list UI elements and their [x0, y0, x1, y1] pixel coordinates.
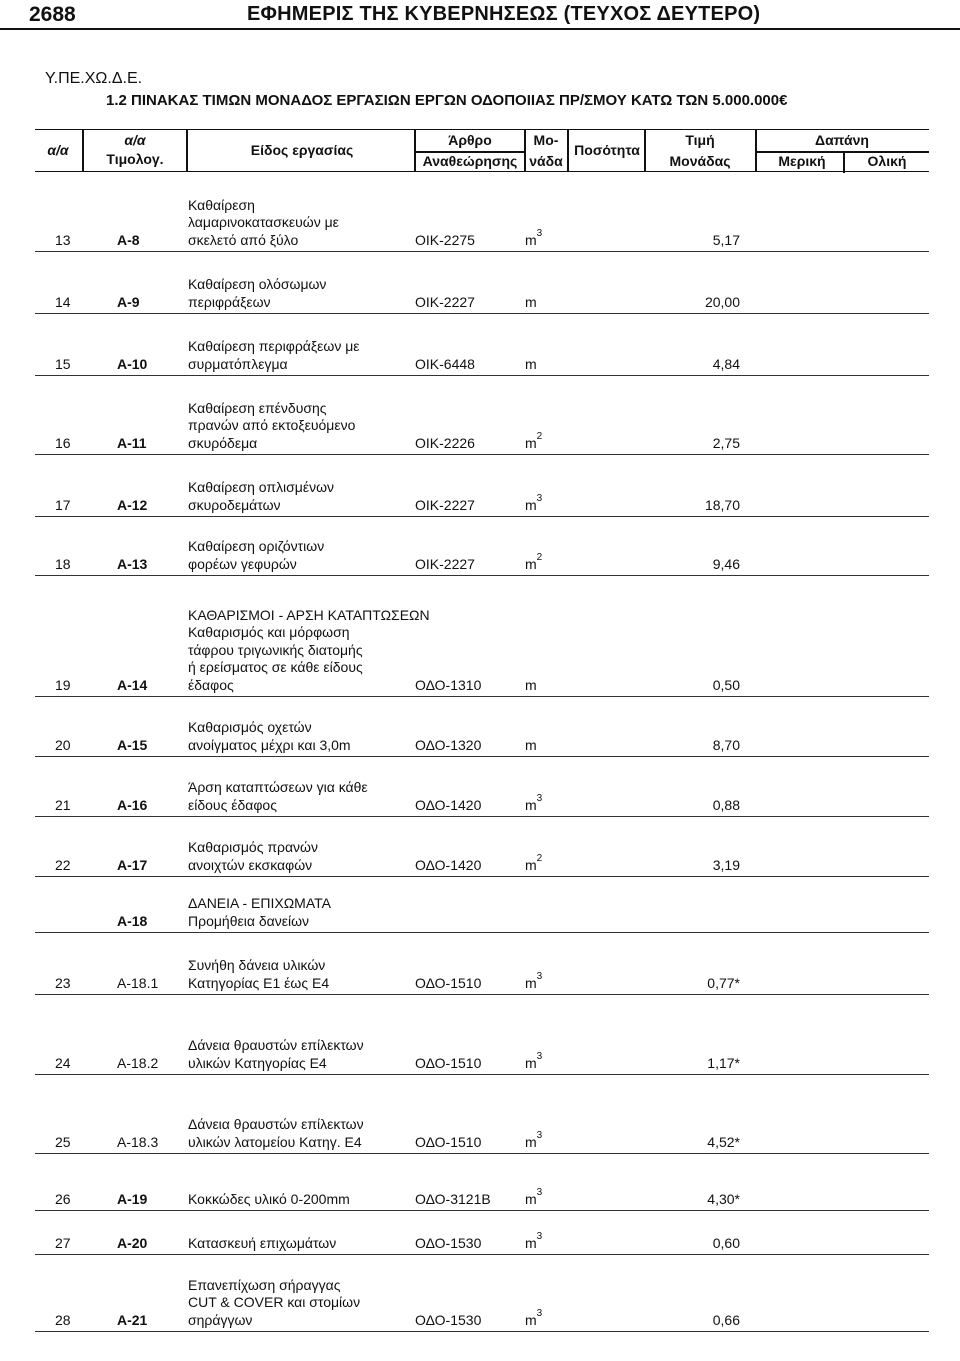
revision-article: ΟΔΟ-1510 [415, 1054, 482, 1071]
unit-exponent: 3 [536, 1230, 543, 1242]
row-number: 22 [55, 856, 71, 873]
revision-article: ΟΙΚ-6448 [415, 355, 475, 372]
description-text: Δάνεια θραυστών επίλεκτων υλικών Κατηγορίας Ε4 [188, 1037, 364, 1071]
revision-article: ΟΙΚ-2226 [415, 434, 475, 451]
col-cost: Δαπάνη [815, 132, 869, 148]
unit-exponent: 3 [536, 1129, 543, 1141]
revision-article: ΟΔΟ-1310 [415, 676, 482, 693]
unit-exponent: 3 [536, 1307, 543, 1319]
unit: $m^3$ [525, 1230, 543, 1251]
work-description [188, 1235, 336, 1253]
row-number: 21 [55, 796, 71, 813]
table-row [35, 877, 929, 933]
work-description [188, 1116, 364, 1151]
col-code-bottom: Τιμολογ. [106, 151, 164, 167]
table-row [35, 252, 929, 314]
row-number: 13 [55, 231, 71, 248]
work-description [188, 400, 355, 453]
col-article-top: Άρθρο [448, 132, 492, 148]
col-article-bottom: Αναθεώρησης [422, 153, 518, 169]
unit-price: 8,70 [712, 736, 740, 753]
gazette-title: ΕΦΗΜΕΡΙΣ ΤΗΣ ΚΥΒΕΡΝΗΣΕΩΣ (ΤΕΥΧΟΣ ΔΕΥΤΕΡΟ) [247, 3, 761, 25]
table-row [35, 376, 929, 455]
row-number: 19 [55, 676, 71, 693]
unit-price: 20,00 [704, 293, 740, 310]
work-description [188, 719, 351, 754]
price-list-code: Α-9 [117, 293, 140, 310]
agency-name: Υ.ΠΕ.ΧΩ.Δ.Ε. [45, 70, 143, 87]
unit: m [525, 676, 537, 693]
unit: m [525, 355, 537, 372]
table-row [35, 576, 929, 697]
col-work-type: Είδος εργασίας [250, 142, 354, 158]
description-text: Καθαίρεση λαμαρινοκατασκευών με σκελετό από ξύλο [188, 196, 339, 248]
unit-price: 1,17* [707, 1054, 740, 1071]
row-number: 17 [55, 496, 71, 513]
price-list-code: Α-21 [117, 1311, 148, 1328]
unit-exponent: 2 [536, 430, 543, 442]
price-list-code: Α-11 [117, 434, 147, 451]
row-number: 23 [55, 974, 71, 991]
unit: $m^3$ [525, 492, 543, 513]
col-unit-top: Μο- [533, 132, 559, 148]
unit-price: 3,19 [712, 856, 740, 873]
col-aa: α/α [47, 142, 69, 158]
description-text: Καθαίρεση ολόσωμων περιφράξεων [188, 276, 327, 310]
description-text: Επανεπίχωση σήραγγας CUT & COVER και στομίων σηράγγων [188, 1276, 361, 1328]
col-code-top: α/α [124, 132, 146, 148]
unit-exponent: 3 [536, 970, 543, 982]
unit: $m^3$ [525, 1050, 543, 1071]
unit-exponent: 3 [536, 227, 543, 239]
price-list-code: Α-18.2 [117, 1054, 159, 1071]
revision-article: ΟΔΟ-3121Β [415, 1190, 491, 1207]
unit-price: 4,84 [712, 355, 740, 372]
price-list-code: Α-17 [117, 856, 148, 873]
unit-exponent: 2 [536, 852, 543, 864]
unit-exponent: 2 [536, 551, 543, 563]
page-number: 2688 [29, 3, 76, 26]
description-text: Κατασκευή επιχωμάτων [188, 1234, 337, 1251]
row-number: 26 [55, 1190, 71, 1207]
price-list-code: Α-13 [117, 555, 148, 572]
unit-price: 0,50 [712, 676, 740, 693]
unit-exponent: 3 [536, 492, 543, 504]
row-number: 24 [55, 1054, 71, 1071]
revision-article: ΟΔΟ-1530 [415, 1311, 482, 1328]
table-row [35, 697, 929, 757]
unit-exponent: 3 [536, 792, 543, 804]
price-list-code: Α-8 [117, 231, 140, 248]
work-description [188, 1037, 364, 1072]
revision-article: ΟΔΟ-1510 [415, 1133, 482, 1150]
table-row [35, 1154, 929, 1211]
row-number: 18 [55, 555, 71, 572]
revision-article: ΟΙΚ-2227 [415, 496, 475, 513]
description-text: Καθαίρεση οπλισμένων σκυροδεμάτων [188, 479, 335, 513]
revision-article: ΟΔΟ-1420 [415, 856, 482, 873]
unit: m [525, 736, 537, 753]
col-price-top: Τιμή [685, 132, 715, 148]
table-row [35, 933, 929, 995]
table-row [35, 1211, 929, 1255]
table-row [35, 455, 929, 517]
price-list-code: Α-20 [117, 1234, 148, 1251]
col-price-bottom: Μονάδας [669, 153, 731, 169]
unit-price: 9,46 [712, 555, 740, 572]
description-text: Καθαρισμός οχετών ανοίγματος μέχρι και 3,0m [188, 719, 351, 753]
unit: $m^3$ [525, 1186, 543, 1207]
unit-price: 4,52* [707, 1133, 740, 1150]
table-row [35, 1075, 929, 1154]
price-list-code: Α-10 [117, 355, 148, 372]
row-number: 16 [55, 434, 71, 451]
table-row [35, 757, 929, 817]
revision-article: ΟΙΚ-2275 [415, 231, 475, 248]
price-list-code: Α-15 [117, 736, 148, 753]
price-list-code: Α-14 [117, 676, 148, 693]
unit-price: 0,88 [712, 796, 740, 813]
revision-article: ΟΙΚ-2227 [415, 293, 475, 310]
work-description [188, 276, 326, 311]
unit-exponent: 3 [536, 1050, 543, 1062]
table-row [35, 517, 929, 576]
unit-price: 5,17 [712, 231, 740, 248]
col-quantity: Ποσότητα [574, 142, 640, 158]
unit-price: 0,60 [712, 1234, 740, 1251]
unit: $m^3$ [525, 227, 543, 248]
price-list-code: Α-18.1 [117, 974, 159, 991]
row-number: 27 [55, 1234, 71, 1251]
revision-article: ΟΔΟ-1420 [415, 796, 482, 813]
row-number: 15 [55, 355, 71, 372]
description-text: Καθαίρεση οριζόντιων φορέων γεφυρών [188, 538, 325, 572]
description-text: Συνήθη δάνεια υλικών Κατηγορίας Ε1 έως Ε4 [188, 957, 330, 991]
work-description [188, 957, 329, 992]
section-heading: ΔΑΝΕΙΑ - ΕΠΙΧΩΜΑΤΑ [188, 895, 331, 911]
unit: $m^3$ [525, 1129, 543, 1150]
work-description [188, 538, 324, 573]
revision-article: ΟΙΚ-2227 [415, 555, 475, 572]
unit: $m^3$ [525, 792, 543, 813]
description-text: Άρση καταπτώσεων για κάθε είδους έδαφος [188, 779, 368, 813]
table-caption: 1.2 ΠΙΝΑΚΑΣ ΤΙΜΩΝ ΜΟΝΑΔΟΣ ΕΡΓΑΣΙΩΝ ΕΡΓΩΝ ΟΔΟΠΟΙΙΑΣ ΠΡ/ΣΜΟΥ ΚΑΤΩ ΤΩΝ 5.000.000€ [106, 92, 788, 109]
unit: $m^3$ [525, 1307, 543, 1328]
description-text: Καθαίρεση περιφράξεων με συρματόπλεγμα [188, 338, 360, 372]
unit: $m^2$ [525, 551, 543, 572]
unit-price: 0,66 [712, 1311, 740, 1328]
price-list-code: Α-16 [117, 796, 148, 813]
row-number: 25 [55, 1133, 71, 1150]
unit-price: 4,30* [707, 1190, 740, 1207]
unit: $m^3$ [525, 970, 543, 991]
work-description [188, 479, 334, 514]
unit: $m^2$ [525, 852, 543, 873]
work-description [188, 895, 331, 930]
col-unit-bottom: νάδα [529, 153, 563, 169]
table-row [35, 995, 929, 1075]
work-description [188, 607, 430, 695]
table-row [35, 1255, 929, 1332]
price-list-code: Α-18 [117, 912, 148, 929]
work-description [188, 338, 360, 373]
price-list-code: Α-12 [117, 496, 148, 513]
unit: m [525, 293, 537, 310]
price-list-code: Α-18.3 [117, 1133, 159, 1150]
row-number: 14 [55, 293, 71, 310]
work-description [188, 197, 339, 250]
work-description [188, 839, 318, 874]
revision-article: ΟΔΟ-1530 [415, 1234, 482, 1251]
unit-exponent: 3 [536, 1186, 543, 1198]
work-description [188, 1191, 350, 1209]
unit-price: 0,77* [707, 974, 740, 991]
col-cost-partial: Μερική [778, 153, 826, 169]
unit-price: 2,75 [712, 434, 740, 451]
work-description [188, 779, 368, 814]
unit: $m^2$ [525, 430, 543, 451]
description-text: Προμήθεια δανείων [188, 912, 310, 929]
description-text: Καθαρισμός και μόρφωση τάφρου τριγωνικής διατομής ή ερείσματος σε κάθε είδους έδαφος [188, 624, 363, 693]
table-row [35, 314, 929, 376]
col-cost-total: Ολική [867, 153, 907, 169]
section-heading: ΚΑΘΑΡΙΣΜΟΙ - ΑΡΣΗ ΚΑΤΑΠΤΩΣΕΩΝ [188, 606, 430, 623]
table-row [35, 172, 929, 252]
table-row [35, 817, 929, 877]
description-text: Δάνεια θραυστών επίλεκτων υλικών λατομείου Κατηγ. Ε4 [188, 1116, 364, 1150]
description-text: Κοκκώδες υλικό 0-200mm [188, 1190, 350, 1207]
work-description [188, 1277, 360, 1330]
row-number: 28 [55, 1311, 71, 1328]
price-list-code: Α-19 [117, 1190, 148, 1207]
revision-article: ΟΔΟ-1320 [415, 736, 482, 753]
unit-price: 18,70 [704, 496, 740, 513]
row-number: 20 [55, 736, 71, 753]
description-text: Καθαρισμός πρανών ανοιχτών εκσκαφών [188, 839, 318, 873]
revision-article: ΟΔΟ-1510 [415, 974, 482, 991]
description-text: Καθαίρεση επένδυσης πρανών από εκτοξευόμενο σκυρόδεμα [188, 399, 356, 451]
